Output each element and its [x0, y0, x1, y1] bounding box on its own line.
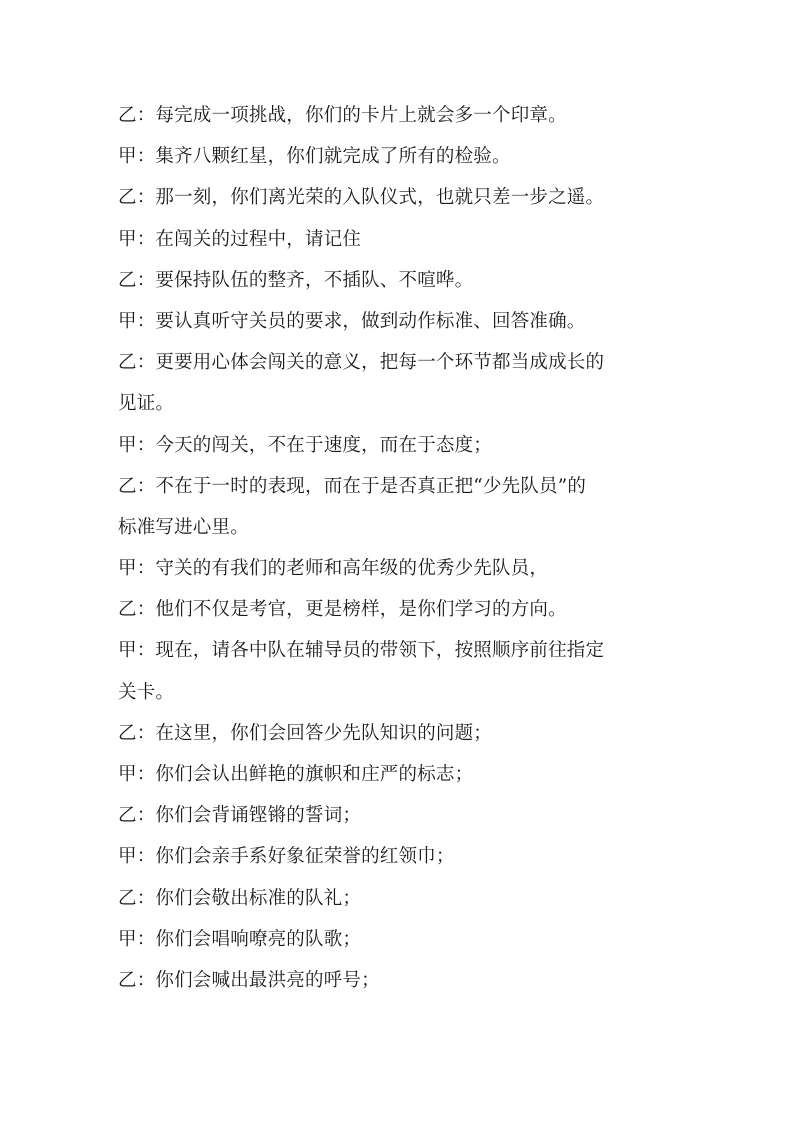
text-line: 乙：那一刻，你们离光荣的入队仪式，也就只差一步之遥。: [118, 187, 605, 209]
text-line: 乙：更要用心体会闯关的意义，把每一个环节都当成成长的: [118, 352, 605, 374]
text-line: 乙：不在于一时的表现，而在于是否真正把“少先队员”的: [118, 475, 587, 497]
text-line: 甲：守关的有我们的老师和高年级的优秀少先队员，: [118, 558, 549, 580]
text-line: 乙：每完成一项挑战，你们的卡片上就会多一个印章。: [118, 105, 567, 126]
text-line: 甲：集齐八颗红星，你们就完成了所有的检验。: [118, 146, 511, 168]
text-line: 甲：要认真听守关员的要求，做到动作标准、回答准确。: [118, 310, 586, 332]
text-line: 甲：你们会唱响嘹亮的队歌；: [118, 928, 362, 950]
text-line: 甲：你们会亲手系好象征荣誉的红领巾；: [118, 846, 455, 868]
text-line: 乙：要保持队伍的整齐，不插队、不喧哗。: [118, 269, 474, 291]
text-line: 见证。: [118, 393, 175, 415]
document-page: [118, 95, 678, 1001]
text-line: 标准写进心里。: [118, 516, 249, 538]
text-line: 甲：今天的闯关，不在于速度，而在于态度；: [118, 434, 493, 456]
text-line: 甲：你们会认出鲜艳的旗帜和庄严的标志；: [118, 764, 474, 785]
text-line: 乙：在这里，你们会回答少先队知识的问题；: [118, 722, 493, 744]
text-line: 关卡。: [118, 681, 175, 703]
text-line: 乙：你们会喊出最洪亮的呼号；: [118, 969, 380, 991]
text-line: 乙：你们会敬出标准的队礼；: [118, 887, 362, 909]
text-line: 乙：你们会背诵铿锵的誓词；: [118, 805, 362, 827]
text-line: 甲：在闯关的过程中，请记住: [118, 228, 362, 250]
text-line: 乙：他们不仅是考官，更是榜样，是你们学习的方向。: [118, 599, 567, 621]
text-line: 甲：现在，请各中队在辅导员的带领下，按照顺序前往指定: [118, 640, 605, 662]
